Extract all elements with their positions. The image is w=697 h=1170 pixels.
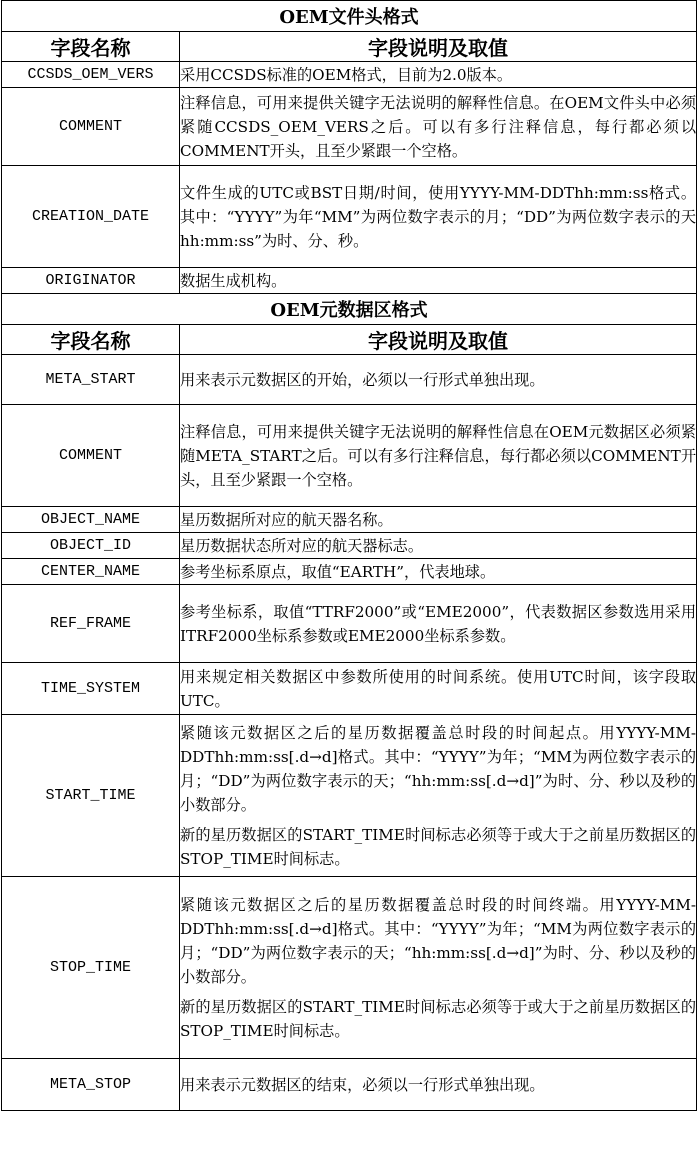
field-description-cell <box>180 663 697 715</box>
field-description-cell <box>180 268 697 294</box>
field-description-cell <box>180 62 697 88</box>
table-row <box>2 715 697 877</box>
table-row <box>2 405 697 507</box>
description-paragraph: 新的星历数据区的START_TIME时间标志必须等于或大于之前星历数据区的STOP_TIME时间标志。 <box>180 997 697 1040</box>
field-description-cell <box>180 355 697 405</box>
field-name-header: 字段名称 <box>2 325 180 355</box>
field-description-header: 字段说明及取值 <box>180 325 697 355</box>
description-paragraph: 紧随该元数据区之后的星历数据覆盖总时段的时间终端。用YYYY-MM-DDThh:mm:ss[.d→d]格式。其中：“YYYY”为年；“MM为两位数字表示的月；“DD”为两位数字表示的天；“hh:mm:ss[.d→d]”为时、分、秒以及秒的小数部分。 <box>180 895 697 986</box>
field-name-cell: CENTER_NAME <box>2 559 180 585</box>
table-row <box>2 1059 697 1111</box>
description-paragraph: 注释信息，可用来提供关键字无法说明的解释性信息。在OEM文件头中必须紧随CCSDS_OEM_VERS之后。可以有多行注释信息，每行都必须以COMMENT开头，且至少紧跟一个空格。 <box>180 93 697 160</box>
field-description-cell <box>180 1059 697 1111</box>
description-paragraph: 注释信息，可用来提供关键字无法说明的解释性信息在OEM元数据区必须紧随META_START之后。可以有多行注释信息，每行都必须以COMMENT开头，且至少紧跟一个空格。 <box>180 422 697 489</box>
table-row <box>2 166 697 268</box>
field-description-cell <box>180 559 697 585</box>
field-description-cell <box>180 533 697 559</box>
section-title: OEM元数据区格式 <box>2 294 697 325</box>
field-name-cell: START_TIME <box>2 715 180 877</box>
table-row <box>2 88 697 166</box>
field-description-cell <box>180 88 697 166</box>
field-description-cell <box>180 585 697 663</box>
table-row <box>2 62 697 88</box>
description-paragraph: 参考坐标系原点，取值“EARTH”，代表地球。 <box>180 562 496 581</box>
description-paragraph: 新的星历数据区的START_TIME时间标志必须等于或大于之前星历数据区的STOP_TIME时间标志。 <box>180 825 697 868</box>
field-description-header: 字段说明及取值 <box>180 32 697 62</box>
field-name-cell: CCSDS_OEM_VERS <box>2 62 180 88</box>
field-name-cell: ORIGINATOR <box>2 268 180 294</box>
table-row <box>2 355 697 405</box>
description-paragraph: 文件生成的UTC或BST日期/时间，使用YYYY-MM-DDThh:mm:ss格式。其中：“YYYY”为年“MM”为两位数字表示的月；“DD”为两位数字表示的天hh:mm:ss”为时、分、秒。 <box>180 183 697 250</box>
description-paragraph: 用来表示元数据区的开始，必须以一行形式单独出现。 <box>180 370 545 389</box>
section-title-row <box>2 1 697 32</box>
field-description-cell <box>180 166 697 268</box>
description-paragraph: 用来表示元数据区的结束，必须以一行形式单独出现。 <box>180 1075 545 1094</box>
table-row <box>2 507 697 533</box>
section-title: OEM文件头格式 <box>2 1 697 32</box>
field-name-cell: COMMENT <box>2 405 180 507</box>
field-name-header: 字段名称 <box>2 32 180 62</box>
column-header-row <box>2 32 697 62</box>
description-paragraph: 采用CCSDS标准的OEM格式，目前为2.0版本。 <box>180 65 513 84</box>
field-name-cell: CREATION_DATE <box>2 166 180 268</box>
description-paragraph: 数据生成机构。 <box>180 271 287 290</box>
field-description-cell <box>180 405 697 507</box>
table-row <box>2 585 697 663</box>
field-name-cell: COMMENT <box>2 88 180 166</box>
description-paragraph: 星历数据所对应的航天器名称。 <box>180 510 393 529</box>
oem-format-table <box>1 0 697 1111</box>
field-name-cell: META_STOP <box>2 1059 180 1111</box>
field-name-cell: TIME_SYSTEM <box>2 663 180 715</box>
table-row <box>2 559 697 585</box>
table-row <box>2 877 697 1059</box>
column-header-row <box>2 325 697 355</box>
field-description-cell <box>180 877 697 1059</box>
description-paragraph: 参考坐标系，取值“TTRF2000”或“EME2000”，代表数据区参数选用采用ITRF2000坐标系参数或EME2000坐标系参数。 <box>180 602 697 645</box>
section-title-row <box>2 294 697 325</box>
field-description-cell <box>180 715 697 877</box>
field-name-cell: OBJECT_NAME <box>2 507 180 533</box>
field-name-cell: STOP_TIME <box>2 877 180 1059</box>
table-row <box>2 663 697 715</box>
table-body <box>2 1 697 1111</box>
description-paragraph: 紧随该元数据区之后的星历数据覆盖总时段的时间起点。用YYYY-MM-DDThh:mm:ss[.d→d]格式。其中：“YYYY”为年；“MM为两位数字表示的月；“DD”为两位数字表示的天；“hh:mm:ss[.d→d]”为时、分、秒以及秒的小数部分。 <box>180 723 697 814</box>
field-description-cell <box>180 507 697 533</box>
field-name-cell: META_START <box>2 355 180 405</box>
table-row <box>2 268 697 294</box>
field-name-cell: OBJECT_ID <box>2 533 180 559</box>
field-name-cell: REF_FRAME <box>2 585 180 663</box>
description-paragraph: 星历数据状态所对应的航天器标志。 <box>180 536 423 555</box>
table-row <box>2 533 697 559</box>
description-paragraph: 用来规定相关数据区中参数所使用的时间系统。使用UTC时间，该字段取UTC。 <box>180 667 697 710</box>
